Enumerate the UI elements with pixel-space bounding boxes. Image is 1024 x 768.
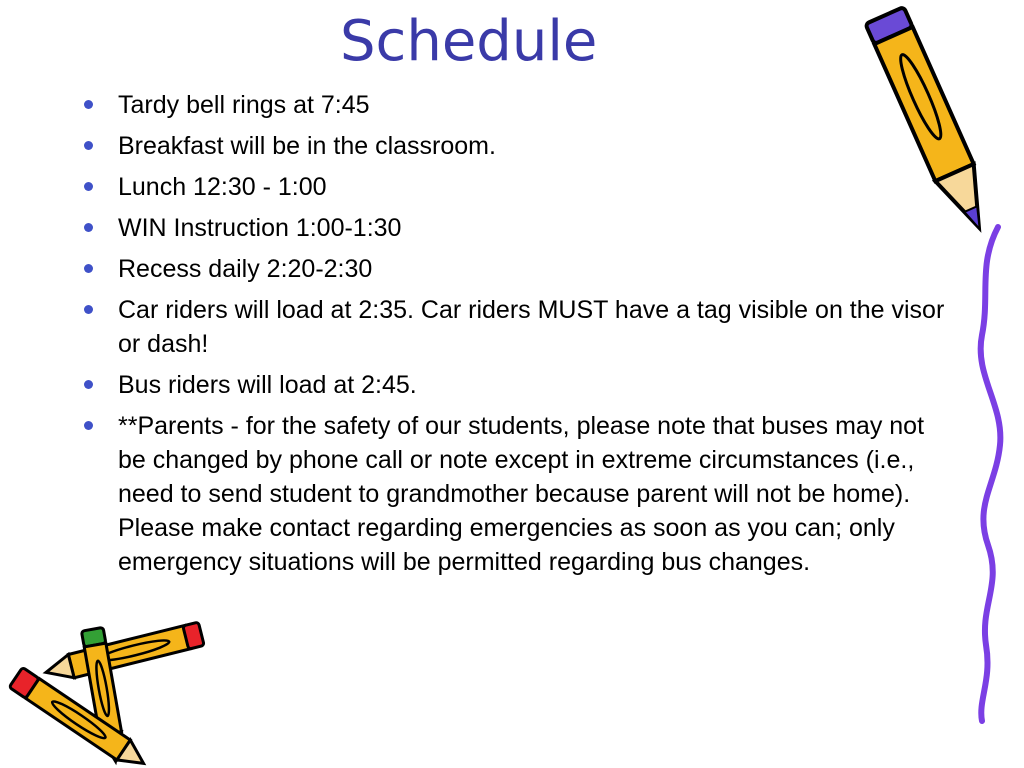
pencil-icon xyxy=(860,0,1000,245)
list-item-text: Tardy bell rings at 7:45 xyxy=(118,91,370,119)
list-item-text: Car riders will load at 2:35. Car riders MUST have a tag visible on the visor or dash! xyxy=(118,296,945,358)
list-item xyxy=(80,170,950,204)
bullet-icon xyxy=(84,264,93,273)
bullet-icon xyxy=(84,141,93,150)
bullet-icon xyxy=(84,305,93,314)
list-item-text: WIN Instruction 1:00-1:30 xyxy=(118,214,402,242)
slide-title: Schedule xyxy=(340,9,598,74)
list-item-text: Bus riders will load at 2:45. xyxy=(118,371,417,399)
list-item-text: Recess daily 2:20-2:30 xyxy=(118,255,373,283)
list-item xyxy=(80,409,950,579)
list-item-text: Lunch 12:30 - 1:00 xyxy=(118,173,327,201)
bullet-icon xyxy=(84,100,93,109)
bullet-icon xyxy=(84,421,93,430)
list-item xyxy=(80,88,950,122)
list-item xyxy=(80,252,950,286)
list-item-text: Breakfast will be in the classroom. xyxy=(118,132,496,160)
list-item xyxy=(80,129,950,163)
bullet-icon xyxy=(84,223,93,232)
crossed-pencils-icon xyxy=(0,620,210,768)
list-item xyxy=(80,293,950,361)
list-item-text: **Parents - for the safety of our students, please note that buses may not be changed by phone call or note except in extreme circumstances (i.e., need to send student to grandmother because parent will not be home). Please make contact regarding emergencies as soon as you can; only emergency situations will be permitted regarding bus changes. xyxy=(118,412,925,576)
schedule-list xyxy=(80,88,950,586)
list-item xyxy=(80,211,950,245)
list-item xyxy=(80,368,950,402)
bullet-icon xyxy=(84,380,93,389)
bullet-icon xyxy=(84,182,93,191)
squiggle-line xyxy=(960,225,1024,725)
